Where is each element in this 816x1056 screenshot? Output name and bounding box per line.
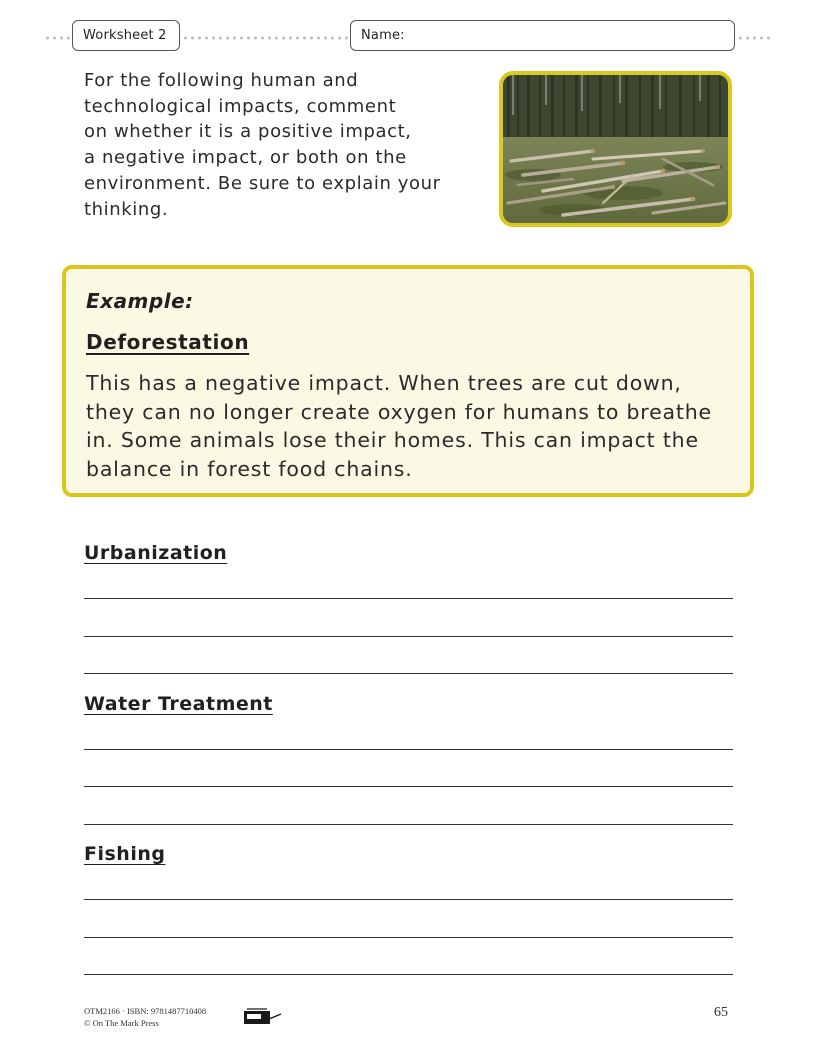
intro-line: on whether it is a positive impact,: [84, 121, 412, 143]
intro-line: For the following human and: [84, 70, 359, 91]
footer-copyright: © On The Mark Press: [84, 1018, 159, 1028]
deforestation-illustration: [503, 75, 728, 223]
answer-line[interactable]: [84, 786, 733, 787]
answer-line[interactable]: [84, 598, 733, 599]
intro-line: a negative impact, or both on the: [84, 147, 407, 169]
example-title: Deforestation: [86, 330, 250, 354]
header-dots-right: [737, 36, 773, 40]
answer-line[interactable]: [84, 974, 733, 975]
example-box: [62, 265, 754, 497]
answer-line[interactable]: [84, 673, 733, 674]
publisher-logo-icon: [243, 1005, 283, 1027]
name-field[interactable]: [350, 20, 735, 51]
answer-line[interactable]: [84, 899, 733, 900]
example-line: balance in forest food chains.: [86, 456, 413, 481]
answer-line[interactable]: [84, 937, 733, 938]
intro-line: environment. Be sure to explain your: [84, 172, 441, 194]
deforestation-photo: [499, 71, 732, 227]
example-line: they can no longer create oxygen for humans to breathe: [86, 399, 712, 424]
section-title-water-treatment: Water Treatment: [84, 693, 273, 715]
section-title-fishing: Fishing: [84, 843, 166, 865]
section-title-urbanization: Urbanization: [84, 542, 228, 564]
header-dots-left: [44, 36, 72, 40]
example-label: Example:: [86, 289, 194, 313]
worksheet-label: Worksheet 2: [83, 28, 167, 43]
name-label: Name:: [361, 28, 405, 43]
worksheet-tab: [72, 20, 180, 51]
example-body: [86, 369, 746, 483]
page-number: 65: [714, 1005, 728, 1020]
answer-line[interactable]: [84, 824, 733, 825]
footer-info: [84, 1005, 206, 1029]
intro-instructions: [84, 68, 474, 222]
header-dots-middle: [182, 36, 350, 40]
footer-code: OTM2166 · ISBN: 9781487710408: [84, 1006, 207, 1016]
answer-line[interactable]: [84, 749, 733, 750]
example-line: in. Some animals lose their homes. This can impact the: [86, 428, 699, 453]
intro-line: technological impacts, comment: [84, 95, 397, 117]
example-line: This has a negative impact. When trees are cut down,: [86, 371, 682, 395]
answer-line[interactable]: [84, 636, 733, 637]
intro-line: thinking.: [84, 198, 169, 220]
